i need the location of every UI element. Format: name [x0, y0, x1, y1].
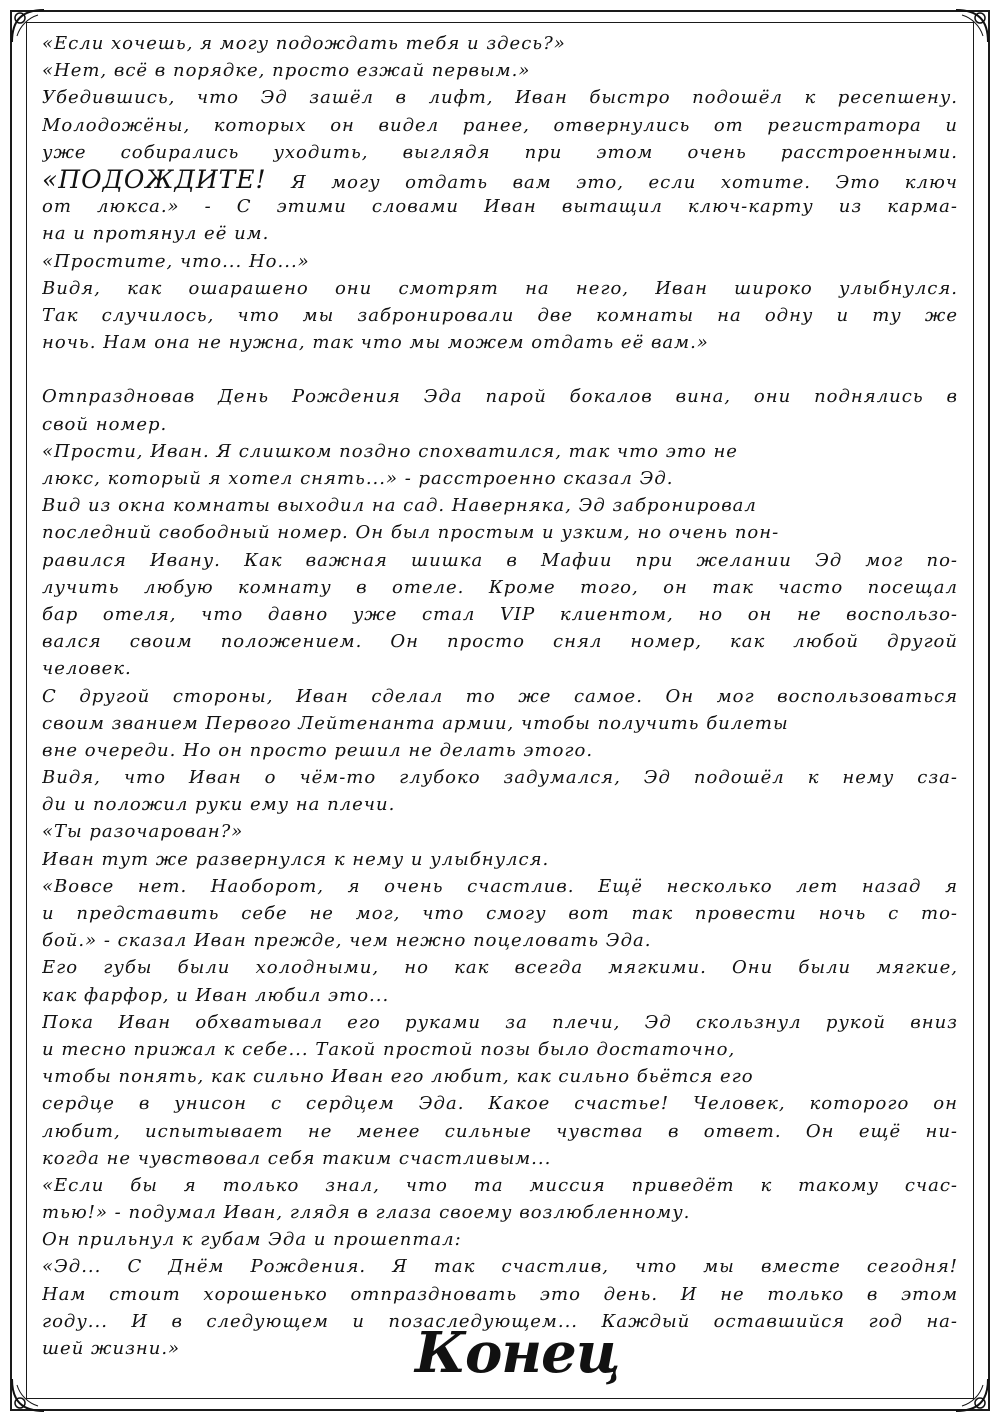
text-line: Пока Иван обхватывал его руками за плечи, Эд скользнул рукой вниз — [42, 1011, 958, 1033]
text-line: человек. — [42, 658, 132, 680]
text-line: вне очереди. Но он просто решил не делать этого. — [42, 739, 594, 761]
text-line: свой номер. — [42, 413, 168, 435]
text-line: когда не чувствовал себя таким счастливым... — [42, 1147, 552, 1169]
text-line: Убедившись, что Эд зашёл в лифт, Иван быстро подошёл к ресепшену. — [42, 87, 958, 109]
text-line: Его губы были холодными, но как всегда мягкими. Они были мягкие, — [42, 957, 958, 979]
text-line: «Простите, что... Но...» — [42, 250, 310, 272]
text-line: от люкса.» - С этими словами Иван вытащил ключ-карту из карма- — [42, 196, 958, 218]
text-line: и тесно прижал к себе... Такой простой позы было достаточно, — [42, 1038, 736, 1060]
text-line — [42, 166, 958, 193]
corner-ornament-icon — [952, 6, 992, 46]
text-line: Молодожёны, которых он видел ранее, отвернулись от регистратора и — [42, 114, 958, 136]
text-line: С другой стороны, Иван сделал то же самое. Он мог воспользоваться — [42, 685, 958, 707]
text-line: году... И в следующем и позаследующем... Каждый оставшийся год на- — [42, 1310, 958, 1332]
text-line: любит, испытывает не менее сильные чувства в ответ. Он ещё ни- — [42, 1120, 958, 1142]
text-line: «Ты разочарован?» — [42, 821, 244, 843]
text-line: шей жизни.» — [42, 1338, 181, 1359]
text-line: чтобы понять, как сильно Иван его любит, как сильно бьётся его — [42, 1066, 754, 1088]
text-line: «Нет, всё в порядке, просто езжай первым.» — [42, 60, 531, 82]
text-line: как фарфор, и Иван любил это... — [42, 984, 390, 1006]
text-line: ди и положил руки ему на плечи. — [42, 794, 396, 816]
text-line: ночь. Нам она не нужна, так что мы можем отдать её вам.» — [42, 332, 709, 354]
text-line: уже собирались уходить, выглядя при этом очень расстроенными. — [42, 141, 958, 163]
ending-title: Конец — [415, 1320, 620, 1386]
text-line: тью!» - подумал Иван, глядя в глаза своему возлюбленному. — [42, 1202, 691, 1224]
text-line: «Если хочешь, я могу подождать тебя и здесь?» — [42, 33, 566, 54]
text-line: Отпраздновав День Рождения Эда парой бокалов вина, они поднялись в — [42, 386, 958, 408]
text-line: своим званием Первого Лейтенанта армии, чтобы получить билеты — [42, 712, 789, 734]
text-line: сердце в унисон с сердцем Эда. Какое счастье! Человек, которого он — [42, 1093, 958, 1115]
text-line: последний свободный номер. Он был простым и узким, но очень пон- — [42, 522, 780, 544]
text-line — [42, 356, 958, 383]
text-line: Видя, как ошарашено они смотрят на него, Иван широко улыбнулся. — [42, 277, 958, 299]
story-text — [42, 30, 958, 1362]
text-line: «Прости, Иван. Я слишком поздно спохватился, так что это не — [42, 440, 738, 462]
text-line: «Вовсе нет. Наоборот, я очень счастлив. Ещё несколько лет назад я — [42, 875, 958, 897]
text-line: бар отеля, что давно уже стал VIP клиентом, но он не воспользо- — [42, 603, 958, 625]
text-line: Иван тут же развернулся к нему и улыбнулся. — [42, 848, 550, 870]
text-line: люкс, который я хотел снять...» - расстроенно сказал Эд. — [42, 468, 674, 489]
text-line: Видя, что Иван о чём-то глубоко задумался, Эд подошёл к нему сза- — [42, 767, 958, 789]
text-line: на и протянул её им. — [42, 223, 270, 245]
text-line: равился Ивану. Как важная шишка в Мафии при желании Эд мог по- — [42, 549, 958, 571]
text-line: Вид из окна комнаты выходил на сад. Наверняка, Эд забронировал — [42, 495, 757, 517]
text-line: Он прильнул к губам Эда и прошептал: — [42, 1229, 462, 1251]
text-line: лучить любую комнату в отеле. Кроме того, он так часто посещал — [42, 576, 958, 598]
shout-text: «ПОДОЖДИТЕ! — [42, 165, 267, 194]
text-line: «Если бы я только знал, что та миссия приведёт к такому счас- — [42, 1174, 958, 1196]
text-line: «Эд... С Днём Рождения. Я так счастлив, что мы вместе сегодня! — [42, 1256, 958, 1278]
text-line: бой.» - сказал Иван прежде, чем нежно поцеловать Эда. — [42, 930, 652, 952]
text-line: и представить себе не мог, что смогу вот так провести ночь с то- — [42, 903, 958, 924]
text-line: Так случилось, что мы забронировали две комнаты на одну и ту же — [42, 304, 958, 326]
corner-ornament-icon — [952, 1375, 992, 1415]
text-line: вался своим положением. Он просто снял номер, как любой другой — [42, 631, 958, 653]
corner-ornament-icon — [8, 1375, 48, 1415]
text-line: Нам стоит хорошенько отпраздновать это день. И не только в этом — [42, 1283, 958, 1305]
text-span: Я могу отдать вам это, если хотите. Это ключ — [266, 171, 958, 193]
